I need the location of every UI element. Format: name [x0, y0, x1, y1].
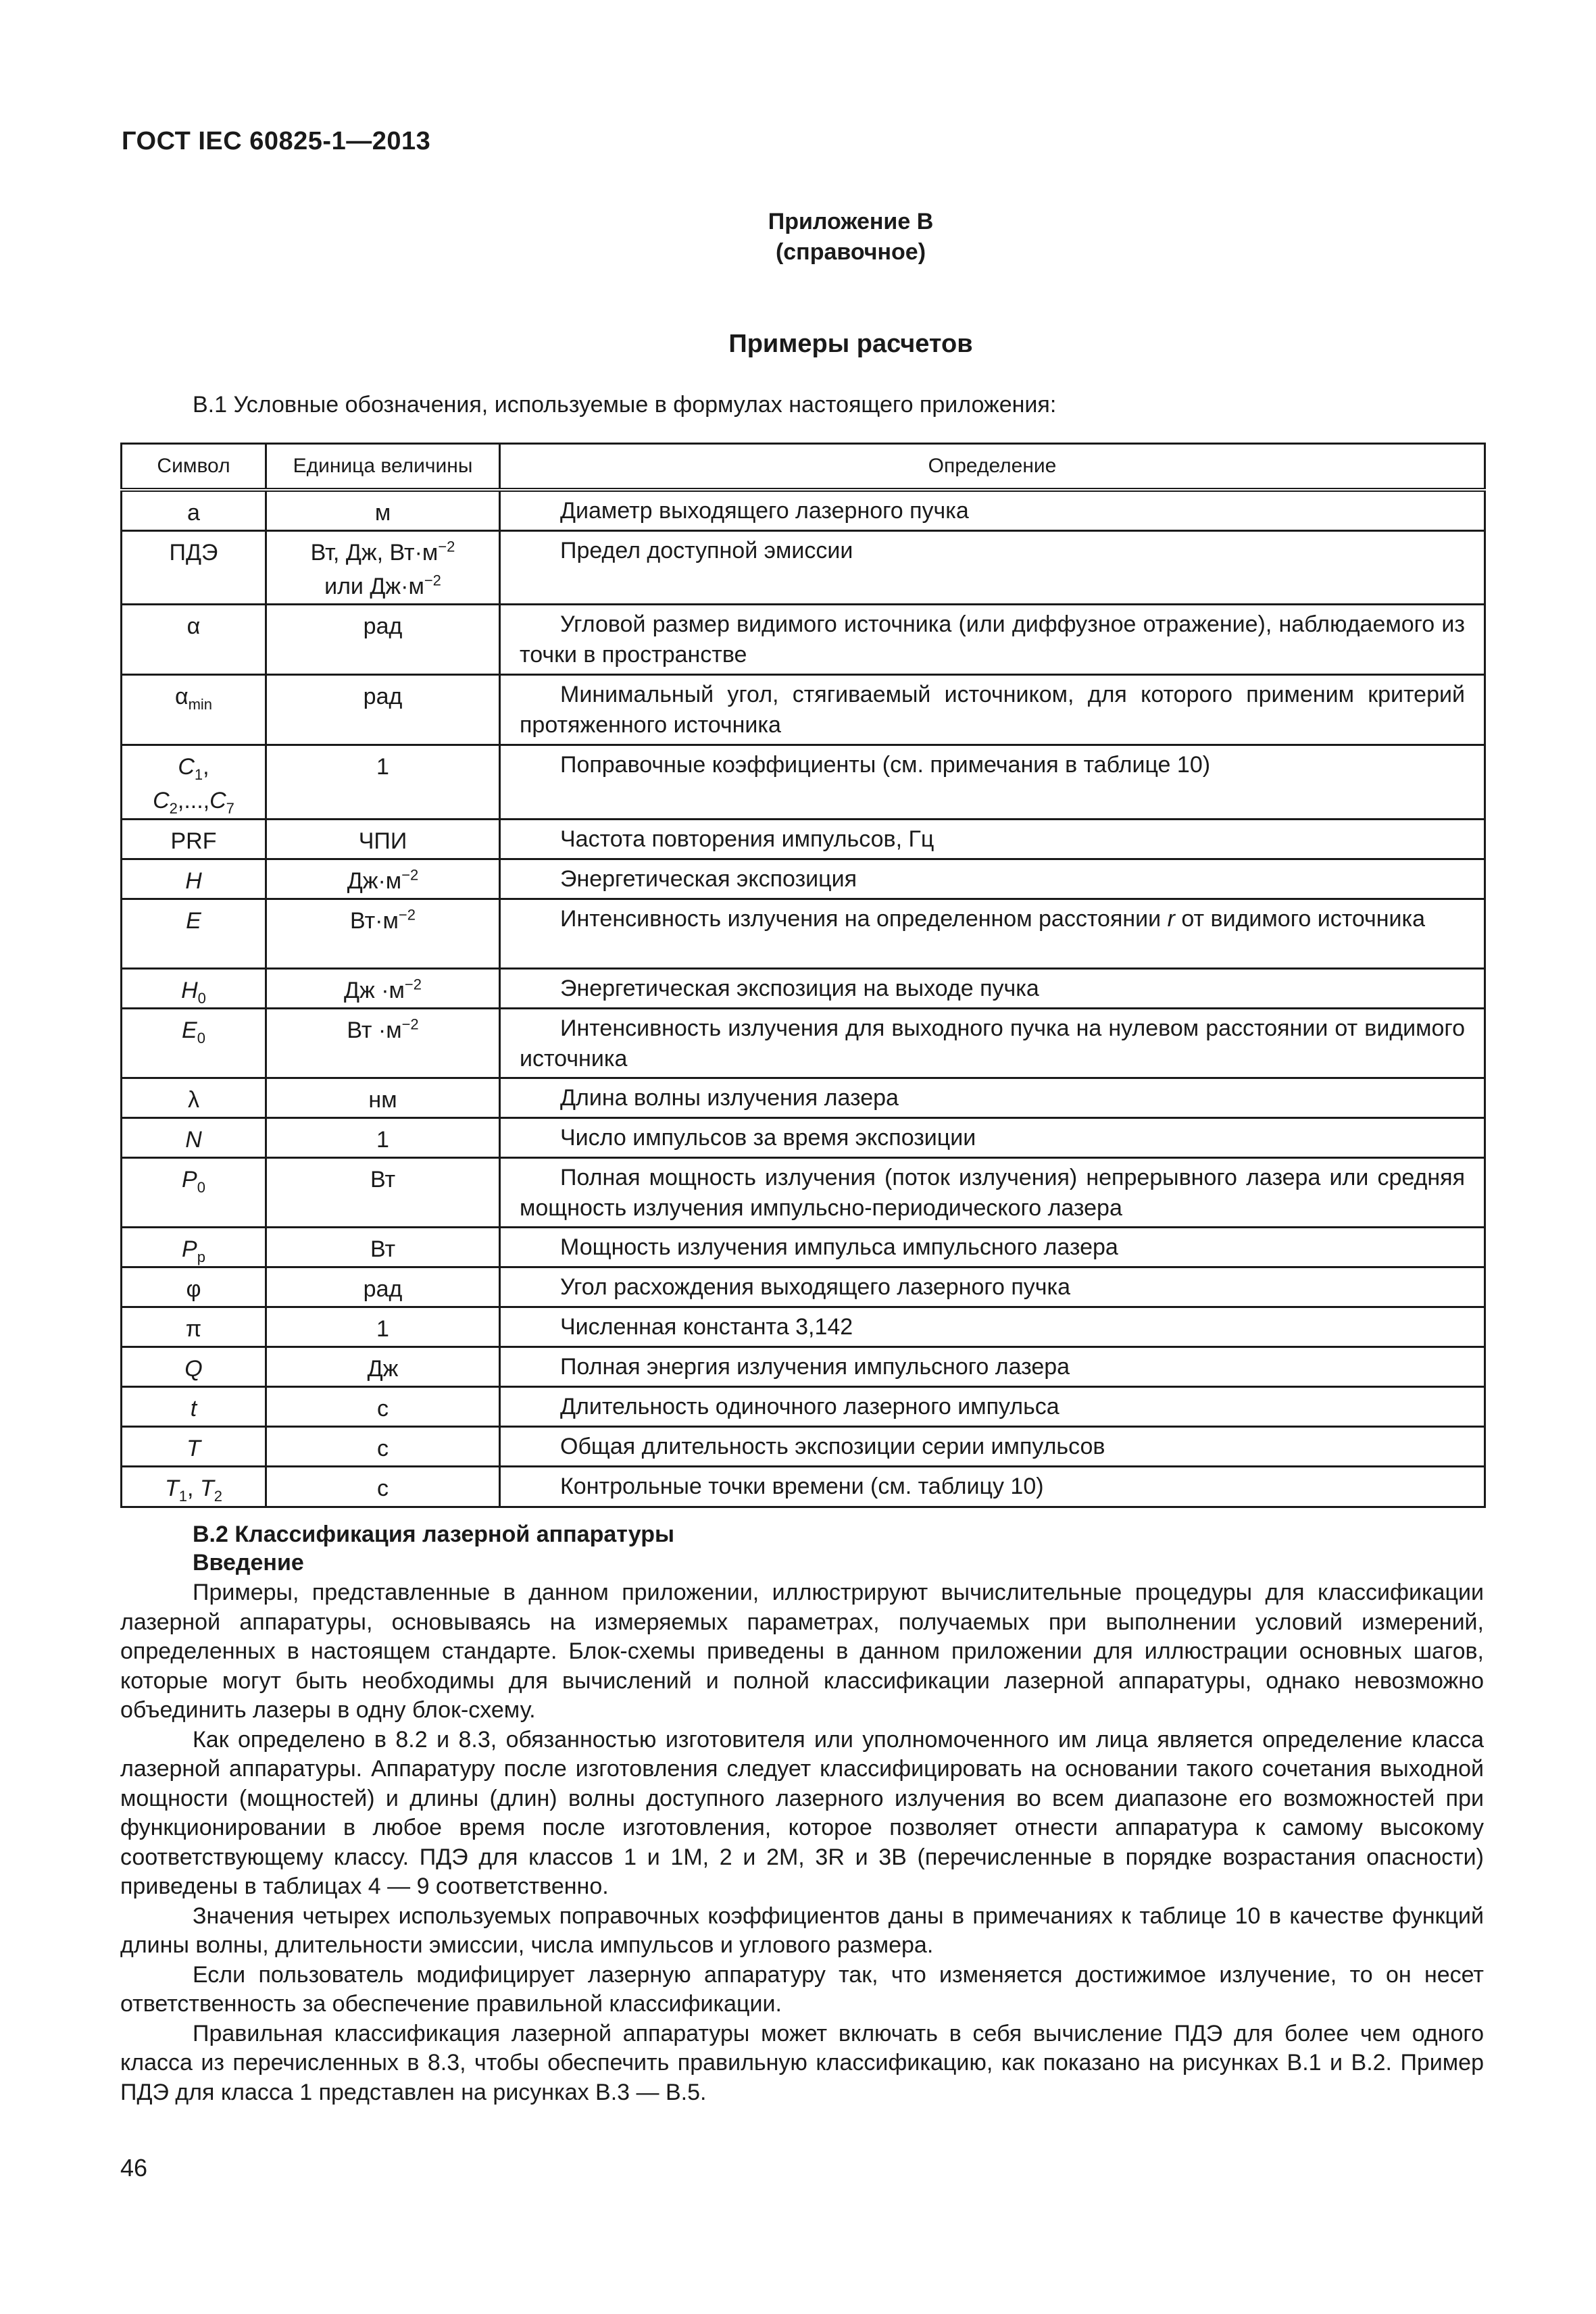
- unit-cell: $Дж\cdot м^{-2}$: [266, 859, 500, 899]
- unit-cell: Вт $\cdot м^{-2}$: [266, 1009, 500, 1078]
- unit-cell: Дж $\cdot м^{-2}$: [266, 969, 500, 1009]
- intro-text: B.1 Условные обозначения, используемые в формулах настоящего приложения:: [193, 392, 1057, 418]
- symbols-table: [120, 443, 1486, 1508]
- symbol-cell: ПДЭ: [122, 531, 266, 605]
- paragraph: Примеры, представленные в данном приложении, иллюстрируют вычислительные процедуры для классификации лазерной аппаратуры, основываясь на измеряемых параметрах, получаемых при выполнении условий измерений, определенных в настоящем стандарте. Блок-схемы приведены в данном приложении для иллюстрации основных шагов, которые могут быть необходимы для вычислений и полной классификации лазерной аппаратуры, однако невозможно объединить лазеры в одну блок-схему.: [120, 1580, 1484, 1723]
- header-symbol: Символ: [122, 444, 266, 491]
- unit-cell: Дж: [266, 1347, 500, 1387]
- table-row: [122, 1347, 1485, 1387]
- section-b2-heading: B.2 Классификация лазерной аппаратуры: [193, 1521, 675, 1547]
- unit-cell: Вт, Дж, $Вт\cdot м^{-2}$ или $Дж\cdot м^{-2}$: [266, 531, 500, 605]
- table-row: [122, 1228, 1485, 1267]
- annex-title: Приложение B: [768, 209, 934, 234]
- definition-cell: Полная мощность излучения (поток излучения) непрерывного лазера или средняя мощность излучения импульсно-периодического лазера: [500, 1158, 1485, 1228]
- page-number: 46: [120, 2154, 148, 2182]
- definition-cell: Предел доступной эмиссии: [500, 531, 1485, 605]
- definition-cell: Диаметр выходящего лазерного пучка: [500, 490, 1485, 531]
- unit-cell: $Вт\cdot м^{-2}$: [266, 899, 500, 969]
- table-row: [122, 1307, 1485, 1347]
- table-row: [122, 1427, 1485, 1467]
- header-definition: Определение: [500, 444, 1485, 491]
- symbol-cell: $H_0$: [122, 969, 266, 1009]
- symbol-cell: Q: [122, 1347, 266, 1387]
- symbol-cell: E: [122, 899, 266, 969]
- definition-cell: Общая длительность экспозиции серии импульсов: [500, 1427, 1485, 1467]
- unit-cell: Вт: [266, 1228, 500, 1267]
- definition-cell: Контрольные точки времени (см. таблицу 10): [500, 1467, 1485, 1507]
- symbol-cell: $E_0$: [122, 1009, 266, 1078]
- paragraph: Если пользователь модифицирует лазерную аппаратуру так, что изменяется достижимое излучение, то он несет ответственность за обеспечение правильной классификации.: [120, 1961, 1484, 2017]
- table-row: [122, 899, 1485, 969]
- unit-cell: 1: [266, 1307, 500, 1347]
- definition-cell: Численная константа 3,142: [500, 1307, 1485, 1347]
- table-row: [122, 1267, 1485, 1307]
- unit-cell: нм: [266, 1078, 500, 1118]
- unit-cell: 1: [266, 745, 500, 820]
- section-title: Примеры расчетов: [728, 330, 973, 358]
- definition-cell: Мощность излучения импульса импульсного лазера: [500, 1228, 1485, 1267]
- section-b2-subheading: Введение: [193, 1550, 304, 1576]
- annex-status: (справочное): [775, 239, 926, 265]
- symbol-cell: $\alpha_{min}$: [122, 675, 266, 745]
- unit-cell: м: [266, 490, 500, 531]
- definition-cell: Интенсивность излучения для выходного пучка на нулевом расстоянии от видимого источника: [500, 1009, 1485, 1078]
- table-row: [122, 969, 1485, 1009]
- symbol-cell: t: [122, 1387, 266, 1427]
- definition-cell: Угловой размер видимого источника (или диффузное отражение), наблюдаемого из точки в пространстве: [500, 605, 1485, 675]
- document-code: ГОСТ IEC 60825-1—2013: [122, 127, 431, 155]
- symbol-cell: π: [122, 1307, 266, 1347]
- definition-cell: Полная энергия излучения импульсного лазера: [500, 1347, 1485, 1387]
- unit-cell: Вт: [266, 1158, 500, 1228]
- unit-cell: 1: [266, 1118, 500, 1158]
- symbol-cell: $C_1$, $C_2,...,C_7$: [122, 745, 266, 820]
- paragraph: Значения четырех используемых поправочных коэффициентов даны в примечаниях к таблице 10 в качестве функций длины волны, длительности эмиссии, числа импульсов и углового размера.: [120, 1903, 1484, 1958]
- symbol-cell: λ: [122, 1078, 266, 1118]
- definition-cell: Энергетическая экспозиция на выходе пучка: [500, 969, 1485, 1009]
- unit-cell: ЧПИ: [266, 820, 500, 859]
- symbol-cell: PRF: [122, 820, 266, 859]
- table-row: [122, 1078, 1485, 1118]
- definition-cell: Число импульсов за время экспозиции: [500, 1118, 1485, 1158]
- unit-cell: с: [266, 1467, 500, 1507]
- table-row: [122, 1158, 1485, 1228]
- unit-cell: рад: [266, 605, 500, 675]
- unit-cell: с: [266, 1427, 500, 1467]
- unit-cell: рад: [266, 675, 500, 745]
- symbol-cell: T: [122, 1427, 266, 1467]
- symbol-cell: α: [122, 605, 266, 675]
- symbol-cell: a: [122, 490, 266, 531]
- symbol-cell: H: [122, 859, 266, 899]
- body-text: [120, 1578, 1484, 2107]
- table-row: [122, 1118, 1485, 1158]
- definition-cell: Минимальный угол, стягиваемый источником, для которого применим критерий протяженного источника: [500, 675, 1485, 745]
- table-row: [122, 1387, 1485, 1427]
- definition-cell: Частота повторения импульсов, Гц: [500, 820, 1485, 859]
- definition-cell: Энергетическая экспозиция: [500, 859, 1485, 899]
- table-row: [122, 531, 1485, 605]
- symbol-cell: φ: [122, 1267, 266, 1307]
- symbol-cell: N: [122, 1118, 266, 1158]
- unit-cell: рад: [266, 1267, 500, 1307]
- paragraph: Правильная классификация лазерной аппаратуры может включать в себя вычисление ПДЭ для более чем одного класса из перечисленных в 8.3, чтобы обеспечить правильную классификацию, как показано на рисунках В.1 и В.2. Пример ПДЭ для класса 1 представлен на рисунках В.3 — В.5.: [120, 2020, 1484, 2105]
- header-unit: Единица величины: [266, 444, 500, 491]
- table-row: [122, 605, 1485, 675]
- definition-cell: Интенсивность излучения на определенном расстоянии r от видимого источника: [500, 899, 1485, 969]
- definition-cell: Поправочные коэффициенты (см. примечания в таблице 10): [500, 745, 1485, 820]
- symbol-cell: $T_1$, $T_2$: [122, 1467, 266, 1507]
- table-row: [122, 675, 1485, 745]
- table-row: [122, 820, 1485, 859]
- table-row: [122, 859, 1485, 899]
- table-row: [122, 1009, 1485, 1078]
- unit-cell: с: [266, 1387, 500, 1427]
- table-row: [122, 490, 1485, 531]
- definition-cell: Длина волны излучения лазера: [500, 1078, 1485, 1118]
- symbol-cell: $P_p$: [122, 1228, 266, 1267]
- symbol-cell: $P_0$: [122, 1158, 266, 1228]
- paragraph: Как определено в 8.2 и 8.3, обязанностью изготовителя или уполномоченного им лица является определение класса лазерной аппаратуры. Аппаратуру после изготовления следует классифицировать на основании такого сочетания выходной мощности (мощностей) и длины (длин) волны доступного лазерного излучения во всем диапазоне его возможностей при функционировании в любое время после изготовления, которое позволяет отнести аппаратура к самому высокому соответствующему классу. ПДЭ для классов 1 и 1М, 2 и 2М, 3R и 3В (перечисленные в порядке возрастания опасности) приведены в таблицах 4 — 9 соответственно.: [120, 1726, 1484, 1899]
- definition-cell: Длительность одиночного лазерного импульса: [500, 1387, 1485, 1427]
- table-row: [122, 1467, 1485, 1507]
- table-row: [122, 745, 1485, 820]
- definition-cell: Угол расхождения выходящего лазерного пучка: [500, 1267, 1485, 1307]
